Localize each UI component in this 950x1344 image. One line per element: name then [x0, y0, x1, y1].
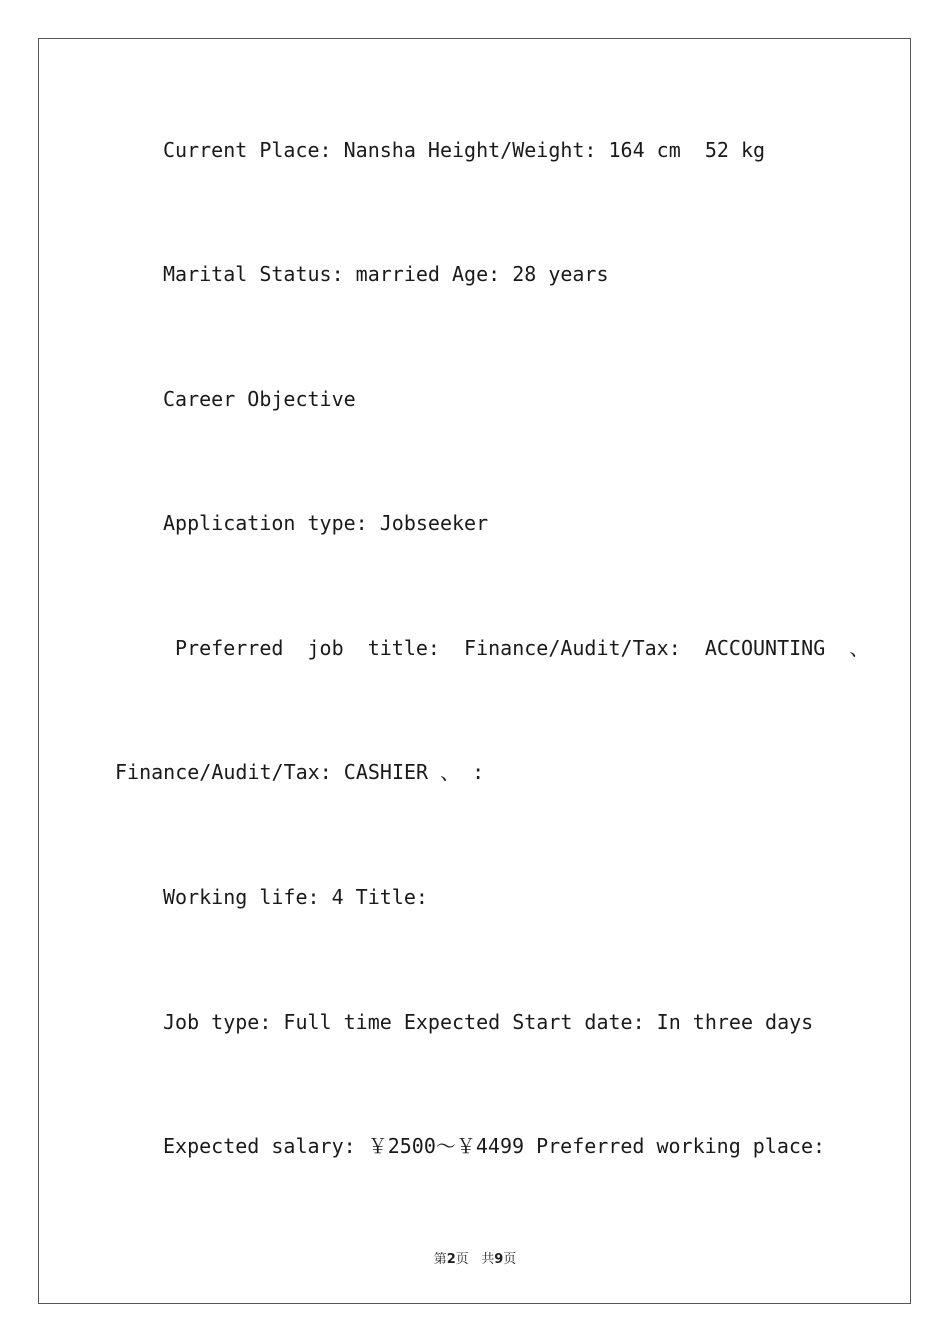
career-objective-heading: Career Objective [163, 387, 356, 411]
current-place-line: Current Place: Nansha Height/Weight: 164 cm 52 kg [163, 138, 766, 162]
footer-page-unit: 页 [455, 1252, 469, 1267]
page-footer [0, 1248, 950, 1267]
working-life-line: Working life: 4 Title: [163, 885, 428, 909]
expected-salary-line: Expected salary: ￥2500～￥4499 Preferred working place: [163, 1134, 826, 1158]
application-type-line: Application type: Jobseeker [163, 511, 489, 535]
job-type-line: Job type: Full time Expected Start date: In three days [163, 1010, 814, 1034]
footer-page-number: 2 [446, 1252, 456, 1267]
preferred-job-title-line: Preferred job title: Finance/Audit/Tax: ACCOUNTING 、 [163, 636, 870, 660]
page-frame [38, 38, 911, 1304]
preferred-job-title-continuation: Finance/Audit/Tax: CASHIER 、 : [115, 760, 485, 784]
footer-total-prefix: 共 [481, 1252, 495, 1267]
footer-total-pages: 9 [494, 1252, 504, 1267]
marital-status-line: Marital Status: married Age: 28 years [163, 262, 609, 286]
footer-total-unit: 页 [503, 1252, 517, 1267]
footer-page-prefix: 第 [433, 1252, 447, 1267]
